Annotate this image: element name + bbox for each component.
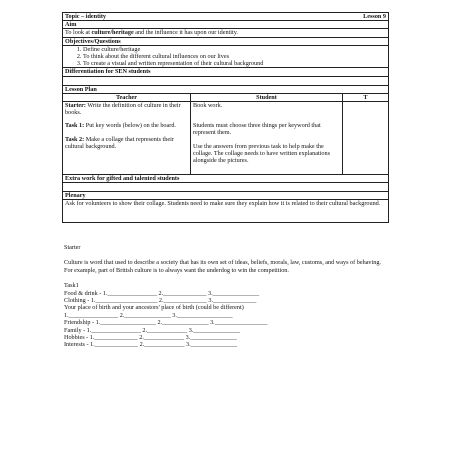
aim-label: Aim: [63, 21, 389, 29]
task2-student: Use the answers from previous task to help make the collage. The collage needs to have written explanations alongside the pictures.: [193, 142, 330, 165]
worksheet-line: Hobbies - 1.______________ 2._____________ 3._______________: [64, 334, 237, 342]
topic-row: [63, 13, 389, 21]
starter-text: Culture is word that used to describe a society that has its own set of ideas, beliefs, morals, law, customs, and ways of behaving. For example, part of British culture is to always want the underdog to win the competition.: [64, 259, 381, 274]
task1-student: Students must choose three things per keyword that represent them.: [193, 122, 321, 137]
objective-item: 2. To think about the different cultural influences on our lives: [83, 53, 386, 60]
lesson-plan-table: [62, 12, 389, 223]
lesson-plan-label: Lesson Plan: [63, 85, 389, 93]
worksheet-line: Your place of birth and your ancestors' place of birth (could be different): [64, 304, 244, 312]
worksheet: [64, 244, 384, 349]
objective-item: 3. To create a visual and written representation of their cultural background: [83, 60, 386, 67]
task1-teacher: Task 1: Put key words (below) on the board.: [65, 122, 176, 130]
topic-title: Topic – identity: [65, 13, 107, 20]
student-header: Student: [191, 93, 343, 101]
worksheet-line: Clothing - 1.____________________ 2.______________ 3.______________: [64, 297, 257, 305]
aim-text: To look at culture/heritage and the influence it has upon our identity.: [63, 29, 389, 37]
worksheet-line: Family - 1.________________ 2._____________ 3._______________: [64, 326, 240, 334]
objectives-label: Objectives/Questions: [63, 37, 389, 45]
worksheet-line: Food & drink - 1.________________ 2.______________ 3._______________: [64, 289, 260, 297]
lesson-plan-sheet: [62, 12, 388, 223]
teacher-header: Teacher: [63, 93, 191, 101]
student-column: [191, 102, 343, 175]
sen-content: [63, 76, 389, 85]
extra-label: Extra work for gifted and talented students: [63, 175, 389, 183]
starter-heading: Starter: [64, 244, 81, 251]
task2-teacher: Task 2: Make a collage that represents their cultural background.: [65, 135, 174, 150]
lesson-number: Lesson 9: [363, 13, 386, 20]
worksheet-line: 1.________________ 2._______________ 3.__________________: [64, 311, 233, 319]
t-column: [343, 102, 389, 175]
starter-student: Book work.: [193, 102, 223, 110]
objectives-list: [63, 45, 389, 68]
task-heading: Task1: [64, 282, 79, 290]
objective-item: 1. Define culture/heritage: [83, 46, 386, 53]
plenary-text: Ask for volunteers to show their collage. Students need to make sure they explain how it is related to their cultural background.: [63, 200, 389, 223]
teacher-column: [63, 102, 191, 175]
worksheet-line: Friendship - 1.__________________ 2._______________ 3._________________: [64, 319, 268, 327]
extra-content: [63, 183, 389, 192]
worksheet-line: Interests - 1.______________ 2._____________ 3._______________: [64, 341, 238, 349]
plan-header-row: [63, 93, 389, 101]
sen-label: Differentiation for SEN students: [63, 68, 389, 76]
starter-teacher: Starter: Write the definition of culture in their books.: [65, 102, 181, 117]
plan-body-row: [63, 102, 389, 175]
plenary-label: Plenary: [63, 192, 389, 200]
t-header: T: [343, 93, 389, 101]
